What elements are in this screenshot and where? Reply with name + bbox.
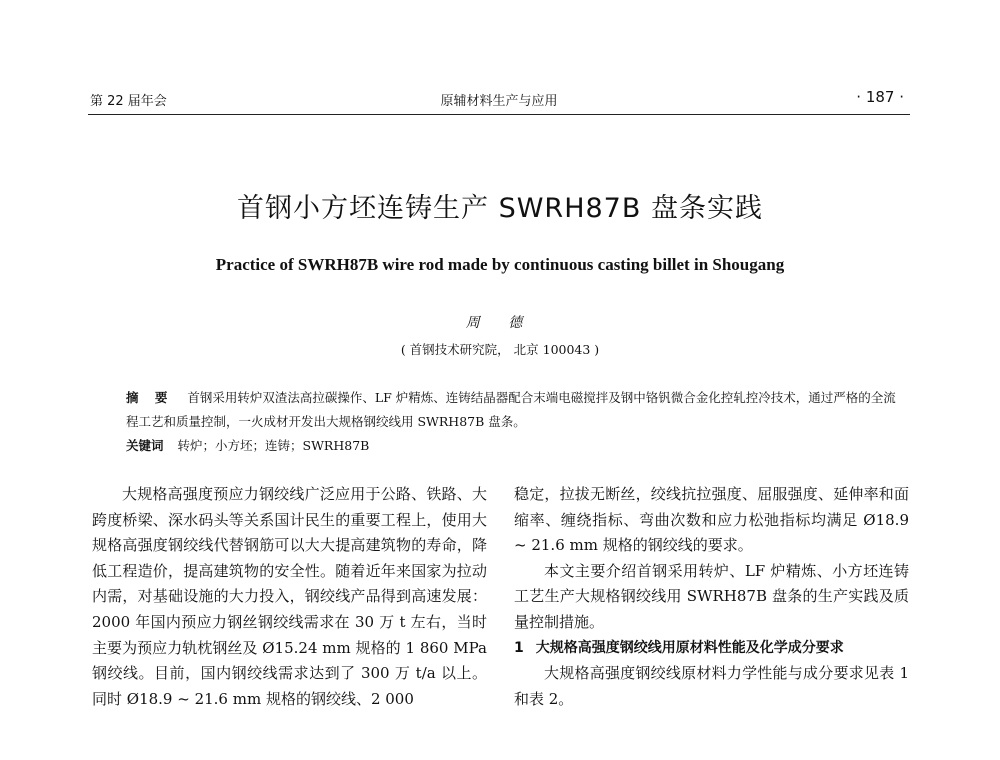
running-header	[88, 88, 910, 115]
header-section: 原辅材料生产与应用	[440, 94, 558, 109]
body-column-left	[92, 482, 487, 712]
section-number: 1	[514, 639, 524, 656]
body-column-right	[514, 482, 909, 712]
keywords-text: 转炉；小方坯；连铸；SWRH87B	[177, 438, 370, 453]
intro-paragraph: 大规格高强度预应力钢绞线广泛应用于公路、铁路、大跨度桥梁、深水码头等关系国计民生的重要工程上，使用大规格高强度钢绞线代替钢筋可以大大提高建筑物的寿命，降低工程造价，提高建筑物的安全性。随着近年来国家为拉动内需，对基础设施的大力投入，钢绞线产品得到高速发展：2000 年国内预应力钢丝钢绞线需求在 30 万 t 左右，当时主要为预应力轨枕钢丝及 Ø15.24 mm 规格的 1 860 MPa 钢绞线。目前，国内钢绞线需求达到了 300 万 t/a 以上。同时 Ø18.9 ~ 21.6 mm 规格的钢绞线、2 000	[92, 485, 487, 708]
title-english: Practice of SWRH87B wire rod made by continuous casting billet in Shougang	[215, 255, 785, 274]
keywords-label: 关键词	[126, 438, 164, 453]
continued-paragraph: 稳定，拉拔无断丝，绞线抗拉强度、屈服强度、延伸率和面缩率、缠绕指标、弯曲次数和应力松弛指标均满足 Ø18.9 ~ 21.6 mm 规格的钢绞线的要求。	[514, 485, 909, 555]
abstract-label: 摘 要	[126, 390, 174, 405]
title-chinese: 首钢小方坯连铸生产 SWRH87B 盘条实践	[237, 193, 763, 224]
section-paragraph: 大规格高强度钢绞线原材料力学性能与成分要求见表 1 和表 2。	[514, 664, 909, 708]
author-affiliation: ( 首钢技术研究院， 北京 100043 )	[400, 342, 600, 357]
abstract-text: 首钢采用转炉双渣法高拉碳操作、LF 炉精炼、连铸结晶器配合末端电磁搅拌及钢中铬钒微合金化控轧控冷技术，通过严格的全流程工艺和质量控制，一火成材开发出大规格钢绞线用 SWRH87B 盘条。	[126, 390, 896, 429]
page-number: · 187 ·	[856, 88, 904, 106]
section-title: 大规格高强度钢绞线用原材料性能及化学成分要求	[535, 639, 844, 656]
author-name: 周 德	[465, 315, 535, 331]
header-conference: 第 22 届年会	[90, 94, 167, 109]
keywords	[126, 434, 896, 458]
abstract	[126, 386, 896, 434]
abstract-block	[126, 386, 896, 458]
section-heading	[514, 636, 909, 662]
scope-paragraph: 本文主要介绍首钢采用转炉、LF 炉精炼、小方坯连铸工艺生产大规格钢绞线用 SWRH87B 盘条的生产实践及质量控制措施。	[514, 561, 909, 631]
